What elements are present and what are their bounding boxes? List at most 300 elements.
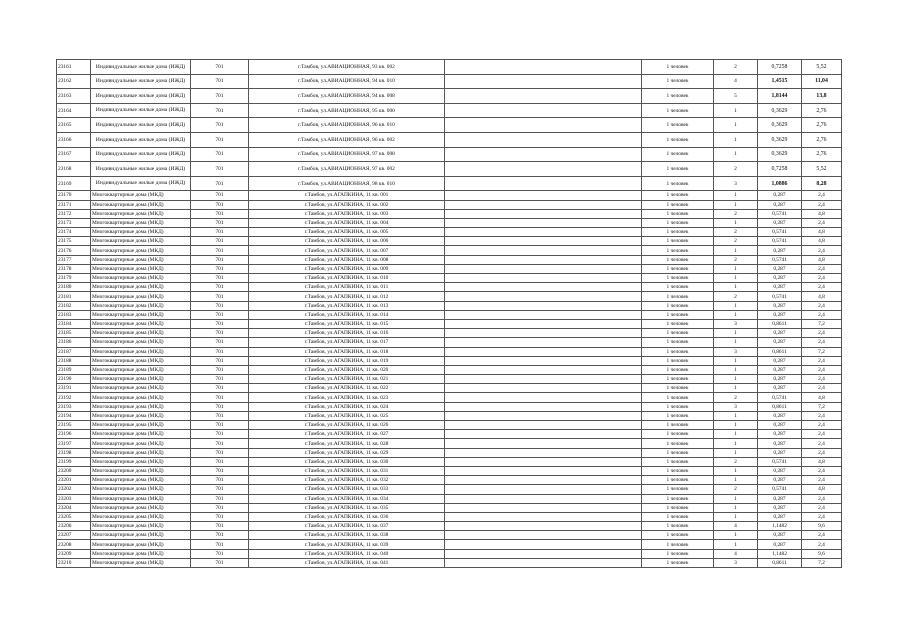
unit-cell: 1 человек: [642, 411, 714, 420]
value-cell: 9,6: [802, 522, 842, 531]
address-cell: г.Тамбов, ул.АГАПКИНА, 11 кв. 003: [249, 209, 445, 218]
address-cell: г.Тамбов, ул.АГАПКИНА, 11 кв. 030: [249, 457, 445, 466]
data-table: [56, 59, 842, 568]
coefficient-cell: 0,8611: [758, 319, 802, 328]
service-code-cell: 701: [191, 319, 249, 328]
value-cell: 2,4: [802, 329, 842, 338]
address-cell: г.Тамбов, ул.АВИАЦИОННАЯ, 94 кв. 008: [249, 89, 445, 104]
service-code-cell: 701: [191, 264, 249, 273]
unit-cell: 1 человек: [642, 310, 714, 319]
coefficient-cell: 0,5741: [758, 393, 802, 402]
quantity-cell: 2: [714, 228, 758, 237]
value-cell: 2,4: [802, 512, 842, 521]
service-code-cell: 701: [191, 558, 249, 567]
table-row: [57, 393, 842, 402]
record-id-cell: 23197: [57, 439, 91, 448]
coefficient-cell: 0,287: [758, 503, 802, 512]
service-code-cell: 701: [191, 329, 249, 338]
address-cell: г.Тамбов, ул.АГАПКИНА, 11 кв. 015: [249, 319, 445, 328]
unit-cell: 1 человек: [642, 338, 714, 347]
table-row: [57, 457, 842, 466]
quantity-cell: 1: [714, 200, 758, 209]
empty-cell: [445, 466, 642, 475]
table-row: [57, 246, 842, 255]
service-code-cell: 701: [191, 147, 249, 162]
quantity-cell: 2: [714, 457, 758, 466]
value-cell: 7,2: [802, 402, 842, 411]
record-id-cell: 23165: [57, 118, 91, 133]
housing-type-cell: Индивидуальные жилые дома (ИЖД): [91, 60, 191, 75]
unit-cell: 1 человек: [642, 347, 714, 356]
value-cell: 4,8: [802, 393, 842, 402]
empty-cell: [445, 60, 642, 75]
coefficient-cell: 0,287: [758, 439, 802, 448]
housing-type-cell: Многоквартирные дома (МКД): [91, 301, 191, 310]
housing-type-cell: Индивидуальные жилые дома (ИЖД): [91, 176, 191, 191]
empty-cell: [445, 162, 642, 177]
record-id-cell: 23209: [57, 549, 91, 558]
empty-cell: [445, 365, 642, 374]
housing-type-cell: Многоквартирные дома (МКД): [91, 365, 191, 374]
value-cell: 4,8: [802, 255, 842, 264]
unit-cell: 1 человек: [642, 162, 714, 177]
housing-type-cell: Многоквартирные дома (МКД): [91, 439, 191, 448]
table-row: [57, 255, 842, 264]
record-id-cell: 23196: [57, 430, 91, 439]
empty-cell: [445, 402, 642, 411]
unit-cell: 1 человек: [642, 264, 714, 273]
housing-type-cell: Многоквартирные дома (МКД): [91, 283, 191, 292]
table-row: [57, 74, 842, 89]
value-cell: 2,76: [802, 147, 842, 162]
record-id-cell: 23205: [57, 512, 91, 521]
table-row: [57, 494, 842, 503]
coefficient-cell: 0,3629: [758, 147, 802, 162]
table-row: [57, 476, 842, 485]
table-row: [57, 89, 842, 104]
record-id-cell: 23183: [57, 310, 91, 319]
housing-type-cell: Многоквартирные дома (МКД): [91, 329, 191, 338]
empty-cell: [445, 384, 642, 393]
quantity-cell: 1: [714, 218, 758, 227]
coefficient-cell: 0,287: [758, 531, 802, 540]
address-cell: г.Тамбов, ул.АГАПКИНА, 11 кв. 006: [249, 237, 445, 246]
value-cell: 2,4: [802, 448, 842, 457]
record-id-cell: 23204: [57, 503, 91, 512]
record-id-cell: 23169: [57, 176, 91, 191]
empty-cell: [445, 228, 642, 237]
address-cell: г.Тамбов, ул.АГАПКИНА, 11 кв. 008: [249, 255, 445, 264]
address-cell: г.Тамбов, ул.АВИАЦИОННАЯ, 95 кв. 000: [249, 103, 445, 118]
empty-cell: [445, 503, 642, 512]
quantity-cell: 2: [714, 393, 758, 402]
value-cell: 2,4: [802, 218, 842, 227]
coefficient-cell: 0,3629: [758, 103, 802, 118]
quantity-cell: 1: [714, 338, 758, 347]
quantity-cell: 1: [714, 264, 758, 273]
value-cell: 2,4: [802, 310, 842, 319]
coefficient-cell: 0,5741: [758, 485, 802, 494]
unit-cell: 1 человек: [642, 522, 714, 531]
unit-cell: 1 человек: [642, 255, 714, 264]
quantity-cell: 1: [714, 283, 758, 292]
unit-cell: 1 человек: [642, 132, 714, 147]
unit-cell: 1 человек: [642, 246, 714, 255]
value-cell: 2,76: [802, 132, 842, 147]
service-code-cell: 701: [191, 421, 249, 430]
unit-cell: 1 человек: [642, 558, 714, 567]
record-id-cell: 23194: [57, 411, 91, 420]
coefficient-cell: 0,287: [758, 494, 802, 503]
housing-type-cell: Многоквартирные дома (МКД): [91, 558, 191, 567]
empty-cell: [445, 283, 642, 292]
quantity-cell: 1: [714, 430, 758, 439]
service-code-cell: 701: [191, 191, 249, 200]
empty-cell: [445, 411, 642, 420]
coefficient-cell: 0,3629: [758, 132, 802, 147]
value-cell: 4,8: [802, 457, 842, 466]
coefficient-cell: 1,8144: [758, 89, 802, 104]
empty-cell: [445, 218, 642, 227]
coefficient-cell: 1,1482: [758, 522, 802, 531]
unit-cell: 1 человек: [642, 375, 714, 384]
record-id-cell: 23187: [57, 347, 91, 356]
quantity-cell: 1: [714, 246, 758, 255]
record-id-cell: 23166: [57, 132, 91, 147]
table-row: [57, 402, 842, 411]
record-id-cell: 23172: [57, 209, 91, 218]
quantity-cell: 1: [714, 466, 758, 475]
quantity-cell: 1: [714, 476, 758, 485]
service-code-cell: 701: [191, 200, 249, 209]
quantity-cell: 3: [714, 347, 758, 356]
record-id-cell: 23186: [57, 338, 91, 347]
record-id-cell: 23176: [57, 246, 91, 255]
unit-cell: 1 человек: [642, 191, 714, 200]
service-code-cell: 701: [191, 485, 249, 494]
record-id-cell: 23191: [57, 384, 91, 393]
table-row: [57, 329, 842, 338]
record-id-cell: 23178: [57, 264, 91, 273]
table-row: [57, 411, 842, 420]
unit-cell: 1 человек: [642, 74, 714, 89]
table-row: [57, 60, 842, 75]
table-row: [57, 522, 842, 531]
unit-cell: 1 человек: [642, 356, 714, 365]
service-code-cell: 701: [191, 255, 249, 264]
housing-type-cell: Многоквартирные дома (МКД): [91, 237, 191, 246]
address-cell: г.Тамбов, ул.АГАПКИНА, 11 кв. 025: [249, 411, 445, 420]
service-code-cell: 701: [191, 60, 249, 75]
service-code-cell: 701: [191, 439, 249, 448]
empty-cell: [445, 292, 642, 301]
value-cell: 2,4: [802, 384, 842, 393]
unit-cell: 1 человек: [642, 384, 714, 393]
record-id-cell: 23180: [57, 283, 91, 292]
value-cell: 7,2: [802, 347, 842, 356]
service-code-cell: 701: [191, 132, 249, 147]
housing-type-cell: Многоквартирные дома (МКД): [91, 402, 191, 411]
table-row: [57, 512, 842, 521]
table-row: [57, 103, 842, 118]
table-row: [57, 237, 842, 246]
address-cell: г.Тамбов, ул.АГАПКИНА, 11 кв. 002: [249, 200, 445, 209]
quantity-cell: 4: [714, 522, 758, 531]
housing-type-cell: Многоквартирные дома (МКД): [91, 375, 191, 384]
quantity-cell: 4: [714, 549, 758, 558]
empty-cell: [445, 118, 642, 133]
service-code-cell: 701: [191, 347, 249, 356]
address-cell: г.Тамбов, ул.АВИАЦИОННАЯ, 96 кв. 010: [249, 118, 445, 133]
service-code-cell: 701: [191, 310, 249, 319]
empty-cell: [445, 209, 642, 218]
record-id-cell: 23163: [57, 89, 91, 104]
address-cell: г.Тамбов, ул.АГАПКИНА, 11 кв. 021: [249, 375, 445, 384]
value-cell: 4,8: [802, 228, 842, 237]
empty-cell: [445, 522, 642, 531]
service-code-cell: 701: [191, 283, 249, 292]
housing-type-cell: Многоквартирные дома (МКД): [91, 512, 191, 521]
table-row: [57, 264, 842, 273]
address-cell: г.Тамбов, ул.АГАПКИНА, 11 кв. 022: [249, 384, 445, 393]
quantity-cell: 1: [714, 301, 758, 310]
service-code-cell: 701: [191, 457, 249, 466]
table-row: [57, 176, 842, 191]
table-row: [57, 118, 842, 133]
service-code-cell: 701: [191, 237, 249, 246]
address-cell: г.Тамбов, ул.АГАПКИНА, 11 кв. 017: [249, 338, 445, 347]
empty-cell: [445, 132, 642, 147]
value-cell: 4,8: [802, 292, 842, 301]
record-id-cell: 23206: [57, 522, 91, 531]
quantity-cell: 3: [714, 319, 758, 328]
unit-cell: 1 человек: [642, 200, 714, 209]
unit-cell: 1 человек: [642, 439, 714, 448]
empty-cell: [445, 439, 642, 448]
address-cell: г.Тамбов, ул.АГАПКИНА, 11 кв. 023: [249, 393, 445, 402]
unit-cell: 1 человек: [642, 549, 714, 558]
unit-cell: 1 человек: [642, 466, 714, 475]
coefficient-cell: 0,287: [758, 310, 802, 319]
coefficient-cell: 0,287: [758, 421, 802, 430]
unit-cell: 1 человек: [642, 103, 714, 118]
housing-type-cell: Многоквартирные дома (МКД): [91, 338, 191, 347]
service-code-cell: 701: [191, 118, 249, 133]
service-code-cell: 701: [191, 301, 249, 310]
record-id-cell: 23200: [57, 466, 91, 475]
unit-cell: 1 человек: [642, 329, 714, 338]
table-row: [57, 356, 842, 365]
coefficient-cell: 0,7258: [758, 60, 802, 75]
service-code-cell: 701: [191, 356, 249, 365]
empty-cell: [445, 356, 642, 365]
table-row: [57, 485, 842, 494]
housing-type-cell: Многоквартирные дома (МКД): [91, 476, 191, 485]
quantity-cell: 3: [714, 402, 758, 411]
empty-cell: [445, 237, 642, 246]
quantity-cell: 1: [714, 531, 758, 540]
value-cell: 7,2: [802, 558, 842, 567]
value-cell: 2,4: [802, 365, 842, 374]
record-id-cell: 23207: [57, 531, 91, 540]
housing-type-cell: Индивидуальные жилые дома (ИЖД): [91, 147, 191, 162]
coefficient-cell: 0,287: [758, 301, 802, 310]
quantity-cell: 1: [714, 411, 758, 420]
service-code-cell: 701: [191, 402, 249, 411]
value-cell: 13,8: [802, 89, 842, 104]
table-row: [57, 558, 842, 567]
value-cell: 2,4: [802, 540, 842, 549]
table-row: [57, 439, 842, 448]
coefficient-cell: 0,287: [758, 329, 802, 338]
coefficient-cell: 0,287: [758, 365, 802, 374]
record-id-cell: 23170: [57, 191, 91, 200]
service-code-cell: 701: [191, 74, 249, 89]
coefficient-cell: 0,5741: [758, 209, 802, 218]
unit-cell: 1 человек: [642, 60, 714, 75]
coefficient-cell: 1,0886: [758, 176, 802, 191]
unit-cell: 1 человек: [642, 118, 714, 133]
value-cell: 2,4: [802, 246, 842, 255]
empty-cell: [445, 176, 642, 191]
address-cell: г.Тамбов, ул.АГАПКИНА, 11 кв. 032: [249, 476, 445, 485]
record-id-cell: 23210: [57, 558, 91, 567]
coefficient-cell: 0,287: [758, 338, 802, 347]
quantity-cell: 1: [714, 365, 758, 374]
coefficient-cell: 0,5741: [758, 292, 802, 301]
record-id-cell: 23202: [57, 485, 91, 494]
empty-cell: [445, 476, 642, 485]
table-row: [57, 384, 842, 393]
table-row: [57, 209, 842, 218]
unit-cell: 1 человек: [642, 274, 714, 283]
unit-cell: 1 человек: [642, 237, 714, 246]
housing-type-cell: Многоквартирные дома (МКД): [91, 466, 191, 475]
service-code-cell: 701: [191, 430, 249, 439]
data-table-page: [56, 59, 841, 568]
address-cell: г.Тамбов, ул.АГАПКИНА, 11 кв. 018: [249, 347, 445, 356]
address-cell: г.Тамбов, ул.АГАПКИНА, 11 кв. 036: [249, 512, 445, 521]
value-cell: 2,4: [802, 503, 842, 512]
service-code-cell: 701: [191, 246, 249, 255]
table-row: [57, 132, 842, 147]
address-cell: г.Тамбов, ул.АВИАЦИОННАЯ, 97 кв. 002: [249, 162, 445, 177]
table-row: [57, 531, 842, 540]
address-cell: г.Тамбов, ул.АГАПКИНА, 11 кв. 035: [249, 503, 445, 512]
unit-cell: 1 человек: [642, 494, 714, 503]
value-cell: 2,4: [802, 375, 842, 384]
address-cell: г.Тамбов, ул.АГАПКИНА, 11 кв. 024: [249, 402, 445, 411]
quantity-cell: 2: [714, 237, 758, 246]
quantity-cell: 1: [714, 439, 758, 448]
housing-type-cell: Многоквартирные дома (МКД): [91, 292, 191, 301]
quantity-cell: 1: [714, 329, 758, 338]
quantity-cell: 1: [714, 118, 758, 133]
coefficient-cell: 0,287: [758, 448, 802, 457]
housing-type-cell: Многоквартирные дома (МКД): [91, 549, 191, 558]
quantity-cell: 2: [714, 292, 758, 301]
value-cell: 8,28: [802, 176, 842, 191]
table-row: [57, 375, 842, 384]
quantity-cell: 1: [714, 132, 758, 147]
service-code-cell: 701: [191, 218, 249, 227]
empty-cell: [445, 338, 642, 347]
record-id-cell: 23190: [57, 375, 91, 384]
service-code-cell: 701: [191, 103, 249, 118]
empty-cell: [445, 74, 642, 89]
coefficient-cell: 0,287: [758, 283, 802, 292]
value-cell: 2,4: [802, 191, 842, 200]
value-cell: 2,4: [802, 356, 842, 365]
coefficient-cell: 0,287: [758, 264, 802, 273]
service-code-cell: 701: [191, 89, 249, 104]
unit-cell: 1 человек: [642, 531, 714, 540]
empty-cell: [445, 393, 642, 402]
unit-cell: 1 человек: [642, 476, 714, 485]
table-row: [57, 200, 842, 209]
coefficient-cell: 0,287: [758, 246, 802, 255]
unit-cell: 1 человек: [642, 176, 714, 191]
service-code-cell: 701: [191, 448, 249, 457]
value-cell: 2,4: [802, 264, 842, 273]
table-row: [57, 347, 842, 356]
table-row: [57, 162, 842, 177]
housing-type-cell: Многоквартирные дома (МКД): [91, 274, 191, 283]
unit-cell: 1 человек: [642, 430, 714, 439]
housing-type-cell: Многоквартирные дома (МКД): [91, 255, 191, 264]
empty-cell: [445, 310, 642, 319]
service-code-cell: 701: [191, 365, 249, 374]
service-code-cell: 701: [191, 209, 249, 218]
coefficient-cell: 0,5741: [758, 255, 802, 264]
coefficient-cell: 0,287: [758, 430, 802, 439]
service-code-cell: 701: [191, 375, 249, 384]
quantity-cell: 2: [714, 60, 758, 75]
address-cell: г.Тамбов, ул.АГАПКИНА, 11 кв. 005: [249, 228, 445, 237]
value-cell: 2,76: [802, 103, 842, 118]
record-id-cell: 23203: [57, 494, 91, 503]
table-row: [57, 228, 842, 237]
unit-cell: 1 человек: [642, 301, 714, 310]
housing-type-cell: Многоквартирные дома (МКД): [91, 411, 191, 420]
service-code-cell: 701: [191, 466, 249, 475]
empty-cell: [445, 319, 642, 328]
housing-type-cell: Многоквартирные дома (МКД): [91, 522, 191, 531]
unit-cell: 1 человек: [642, 292, 714, 301]
record-id-cell: 23201: [57, 476, 91, 485]
table-row: [57, 283, 842, 292]
table-row: [57, 319, 842, 328]
record-id-cell: 23164: [57, 103, 91, 118]
table-row: [57, 540, 842, 549]
empty-cell: [445, 246, 642, 255]
empty-cell: [445, 457, 642, 466]
table-row: [57, 503, 842, 512]
table-row: [57, 430, 842, 439]
quantity-cell: 1: [714, 356, 758, 365]
coefficient-cell: 1,4515: [758, 74, 802, 89]
housing-type-cell: Многоквартирные дома (МКД): [91, 503, 191, 512]
address-cell: г.Тамбов, ул.АГАПКИНА, 11 кв. 026: [249, 421, 445, 430]
address-cell: г.Тамбов, ул.АГАПКИНА, 11 кв. 004: [249, 218, 445, 227]
value-cell: 2,4: [802, 421, 842, 430]
service-code-cell: 701: [191, 411, 249, 420]
empty-cell: [445, 200, 642, 209]
unit-cell: 1 человек: [642, 218, 714, 227]
service-code-cell: 701: [191, 503, 249, 512]
service-code-cell: 701: [191, 549, 249, 558]
table-row: [57, 448, 842, 457]
